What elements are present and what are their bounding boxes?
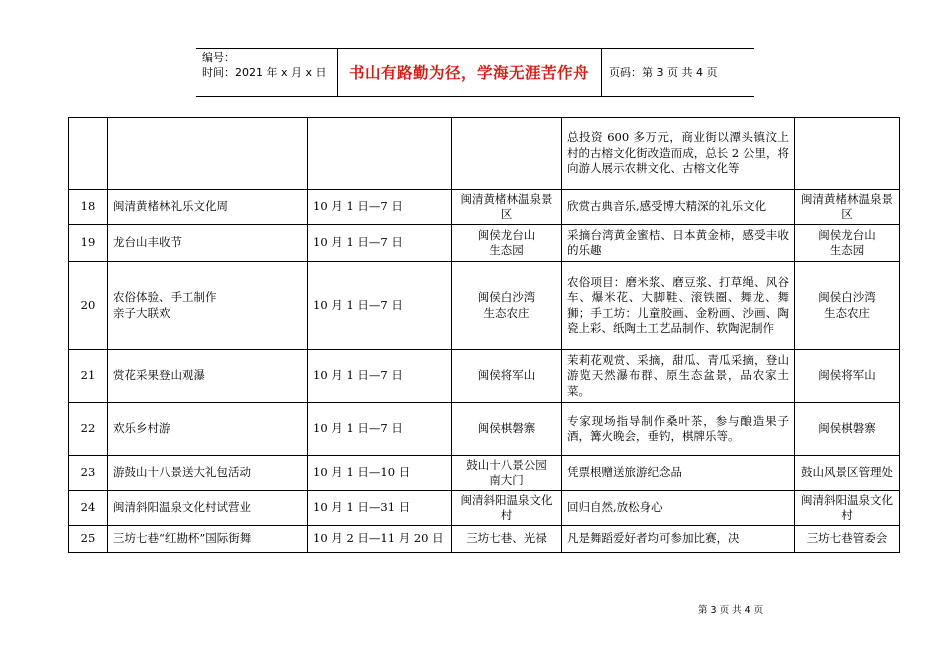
header-bottom-rule xyxy=(196,96,754,97)
event-location xyxy=(452,118,562,190)
event-name: 农俗体验、手工制作 亲子大联欢 xyxy=(108,262,308,350)
event-location: 三坊七巷、光禄 xyxy=(452,526,562,553)
event-description: 凡是舞蹈爱好者均可参加比赛，决 xyxy=(562,526,795,553)
document-number-label: 编号： xyxy=(202,51,235,64)
event-name: 闽清斜阳温泉文化村试营业 xyxy=(108,491,308,526)
row-number: 22 xyxy=(69,403,108,456)
event-schedule-table xyxy=(68,117,900,553)
row-number: 21 xyxy=(69,350,108,403)
event-description: 凭票根赠送旅游纪念品 xyxy=(562,456,795,491)
event-location: 鼓山十八景公园 南大门 xyxy=(452,456,562,491)
event-organizer xyxy=(795,118,900,190)
row-number: 23 xyxy=(69,456,108,491)
event-date: 10 月 1 日—10 日 xyxy=(308,456,452,491)
event-name: 闽清黄楮林礼乐文化周 xyxy=(108,190,308,225)
event-description: 回归自然,放松身心 xyxy=(562,491,795,526)
event-location: 闽清斜阳温泉文化村 xyxy=(452,491,562,526)
event-name: 龙台山丰收节 xyxy=(108,225,308,262)
event-description: 农俗项目：磨米浆、磨豆浆、打草绳、风谷车、爆米花、大脚鞋、滚铁圈、舞龙、舞狮；手工坊：儿童胶画、金粉画、沙画、陶瓷上彩、纸陶土工艺品制作、软陶泥制作 xyxy=(562,262,795,350)
row-number: 20 xyxy=(69,262,108,350)
event-location: 闽侯龙台山 生态园 xyxy=(452,225,562,262)
header-motto: 书山有路勤为径，学海无涯苦作舟 xyxy=(348,64,589,82)
event-date: 10 月 1 日—7 日 xyxy=(308,403,452,456)
table-row xyxy=(69,225,900,262)
table-row xyxy=(69,118,900,190)
table-row xyxy=(69,403,900,456)
table-row xyxy=(69,350,900,403)
row-number: 25 xyxy=(69,526,108,553)
header-page-label: 页码：第 3 页 共 4 页 xyxy=(609,66,718,79)
event-organizer: 闽侯将军山 xyxy=(795,350,900,403)
event-location: 闽侯棋磐寨 xyxy=(452,403,562,456)
event-organizer: 闽侯龙台山 生态园 xyxy=(795,225,900,262)
row-number xyxy=(69,118,108,190)
event-description: 采摘台湾黄金蜜桔、日本黄金柿，感受丰收的乐趣 xyxy=(562,225,795,262)
row-number: 24 xyxy=(69,491,108,526)
page-footer: 第 3 页 共 4 页 xyxy=(698,605,764,616)
table-row xyxy=(69,262,900,350)
event-organizer: 三坊七巷管委会 xyxy=(795,526,900,553)
event-date: 10 月 1 日—7 日 xyxy=(308,350,452,403)
table-row xyxy=(69,190,900,225)
table-row xyxy=(69,491,900,526)
document-time-label: 时间：2021 年 x 月 x 日 xyxy=(202,66,327,79)
table-row xyxy=(69,526,900,553)
row-number: 19 xyxy=(69,225,108,262)
event-description: 总投资 600 多万元，商业街以潭头镇汶上村的古榕文化街改造而成，总长 2 公里，将向游人展示农耕文化、古榕文化等 xyxy=(562,118,795,190)
event-name: 赏花采果登山观瀑 xyxy=(108,350,308,403)
event-organizer: 闽侯白沙湾 生态农庄 xyxy=(795,262,900,350)
event-date xyxy=(308,118,452,190)
event-organizer: 闽清斜阳温泉文化村 xyxy=(795,491,900,526)
table-row xyxy=(69,456,900,491)
header-meta xyxy=(202,50,327,80)
event-date: 10 月 2 日—11 月 20 日 xyxy=(308,526,452,553)
event-date: 10 月 1 日—7 日 xyxy=(308,262,452,350)
event-date: 10 月 1 日—7 日 xyxy=(308,225,452,262)
header-divider xyxy=(601,48,602,96)
event-organizer: 闽清黄楮林温泉景区 xyxy=(795,190,900,225)
event-date: 10 月 1 日—7 日 xyxy=(308,190,452,225)
event-location: 闽侯白沙湾 生态农庄 xyxy=(452,262,562,350)
row-number: 18 xyxy=(69,190,108,225)
event-location: 闽清黄楮林温泉景区 xyxy=(452,190,562,225)
event-location: 闽侯将军山 xyxy=(452,350,562,403)
event-organizer: 闽侯棋磐寨 xyxy=(795,403,900,456)
event-name: 欢乐乡村游 xyxy=(108,403,308,456)
event-name xyxy=(108,118,308,190)
event-name: 游鼓山十八景送大礼包活动 xyxy=(108,456,308,491)
event-description: 专家现场指导制作桑叶茶，参与酿造果子酒，篝火晚会，垂钓，棋牌乐等。 xyxy=(562,403,795,456)
event-date: 10 月 1 日—31 日 xyxy=(308,491,452,526)
event-description: 茉莉花观赏、采摘，甜瓜、青瓜采摘，登山游览天然瀑布群、原生态盆景，品农家土菜。 xyxy=(562,350,795,403)
event-organizer: 鼓山风景区管理处 xyxy=(795,456,900,491)
event-name: 三坊七巷“红勘杯”国际街舞 xyxy=(108,526,308,553)
event-description: 欣赏古典音乐,感受博大精深的礼乐文化 xyxy=(562,190,795,225)
